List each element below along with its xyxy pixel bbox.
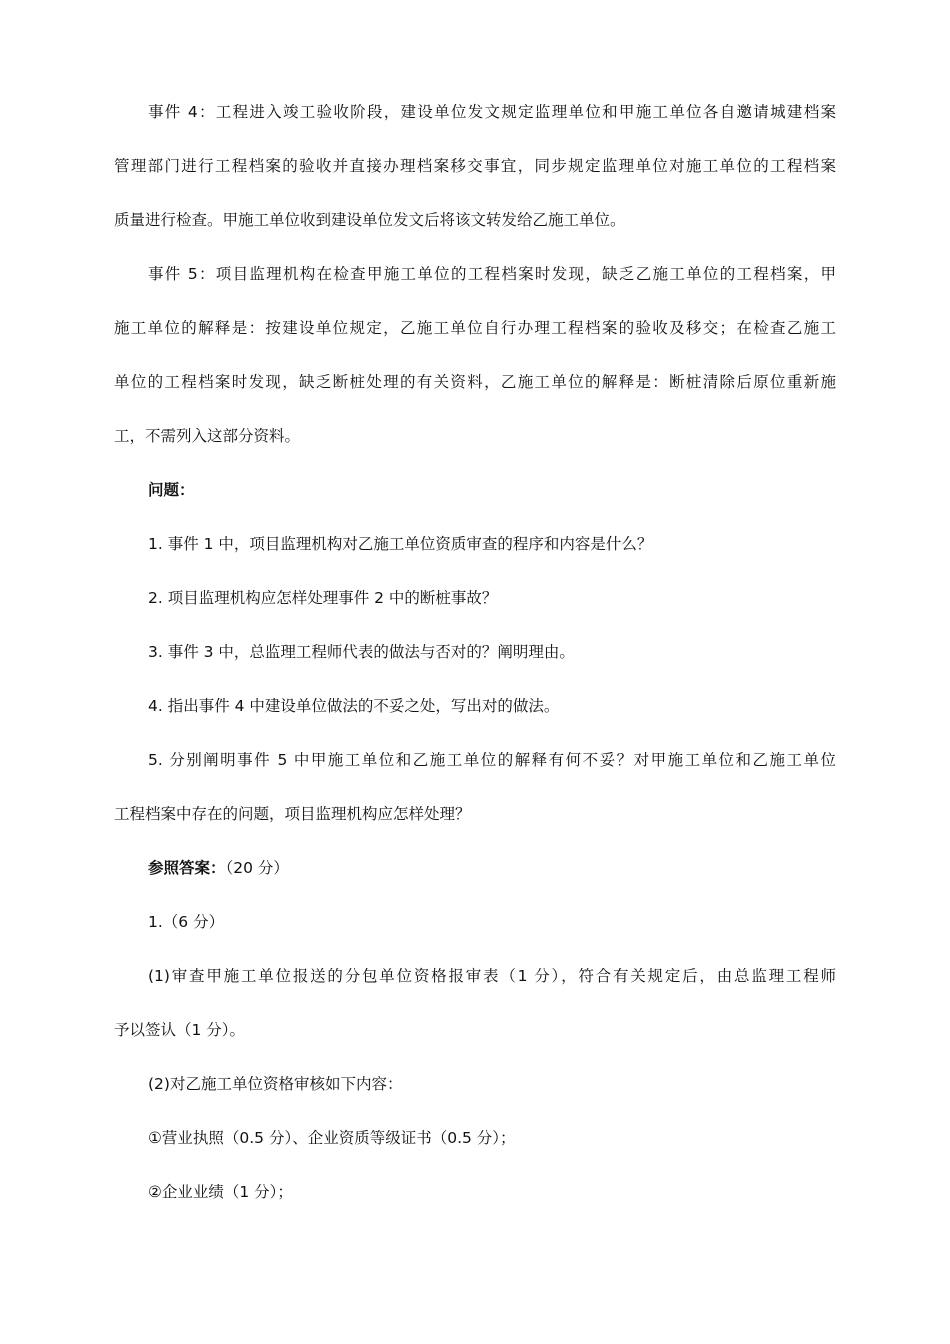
event4-para-line-1: 事件 4：工程进入竣工验收阶段，建设单位发文规定监理单位和甲施工单位各自邀请城建档案 bbox=[148, 103, 836, 121]
event5-para-line-4: 工，不需列入这部分资料。 bbox=[114, 427, 301, 445]
answer-1-part-2: (2)对乙施工单位资格审核如下内容： bbox=[148, 1075, 403, 1093]
answer-heading-score: （20 分） bbox=[225, 859, 289, 877]
event5-para-line-2: 施工单位的解释是：按建设单位规定，乙施工单位自行办理工程档案的验收及移交；在检查乙施工 bbox=[114, 319, 836, 337]
answer-1-part-1-line-2: 予以签认（1 分）。 bbox=[114, 1021, 246, 1039]
event4-para-line-3: 质量进行检查。甲施工单位收到建设单位发文后将该文转发给乙施工单位。 bbox=[114, 211, 626, 229]
question-4: 4. 指出事件 4 中建设单位做法的不妥之处，写出对的做法。 bbox=[148, 697, 560, 715]
answer-1-item-2: ②企业业绩（1 分）； bbox=[148, 1183, 293, 1201]
question-2: 2. 项目监理机构应怎样处理事件 2 中的断桩事故？ bbox=[148, 589, 498, 607]
question-5-line-2: 工程档案中存在的问题，项目监理机构应怎样处理？ bbox=[114, 805, 471, 823]
answer-1-item-1: ①营业执照（0.5 分）、企业资质等级证书（0.5 分）； bbox=[148, 1129, 516, 1147]
answer-1-title: 1.（6 分） bbox=[148, 913, 225, 931]
question-5-line-1: 5. 分别阐明事件 5 中甲施工单位和乙施工单位的解释有何不妥？对甲施工单位和乙施工单位 bbox=[148, 751, 836, 769]
event5-para-line-3: 单位的工程档案时发现，缺乏断桩处理的有关资料，乙施工单位的解释是：断桩清除后原位重新施 bbox=[114, 373, 836, 391]
questions-heading: 问题： bbox=[148, 481, 195, 499]
answer-heading bbox=[148, 855, 836, 881]
event5-para-line-1: 事件 5：项目监理机构在检查甲施工单位的工程档案时发现，缺乏乙施工单位的工程档案，甲 bbox=[148, 265, 836, 283]
answer-1-part-1-line-1: (1)审查甲施工单位报送的分包单位资格报审表（1 分），符合有关规定后，由总监理工程师 bbox=[148, 967, 836, 985]
question-3: 3. 事件 3 中，总监理工程师代表的做法与否对的？阐明理由。 bbox=[148, 643, 575, 661]
question-1: 1. 事件 1 中，项目监理机构对乙施工单位资质审查的程序和内容是什么？ bbox=[148, 535, 653, 553]
event4-para-line-2: 管理部门进行工程档案的验收并直接办理档案移交事宜，同步规定监理单位对施工单位的工程档案 bbox=[114, 157, 836, 175]
answer-heading-label: 参照答案： bbox=[148, 859, 226, 877]
